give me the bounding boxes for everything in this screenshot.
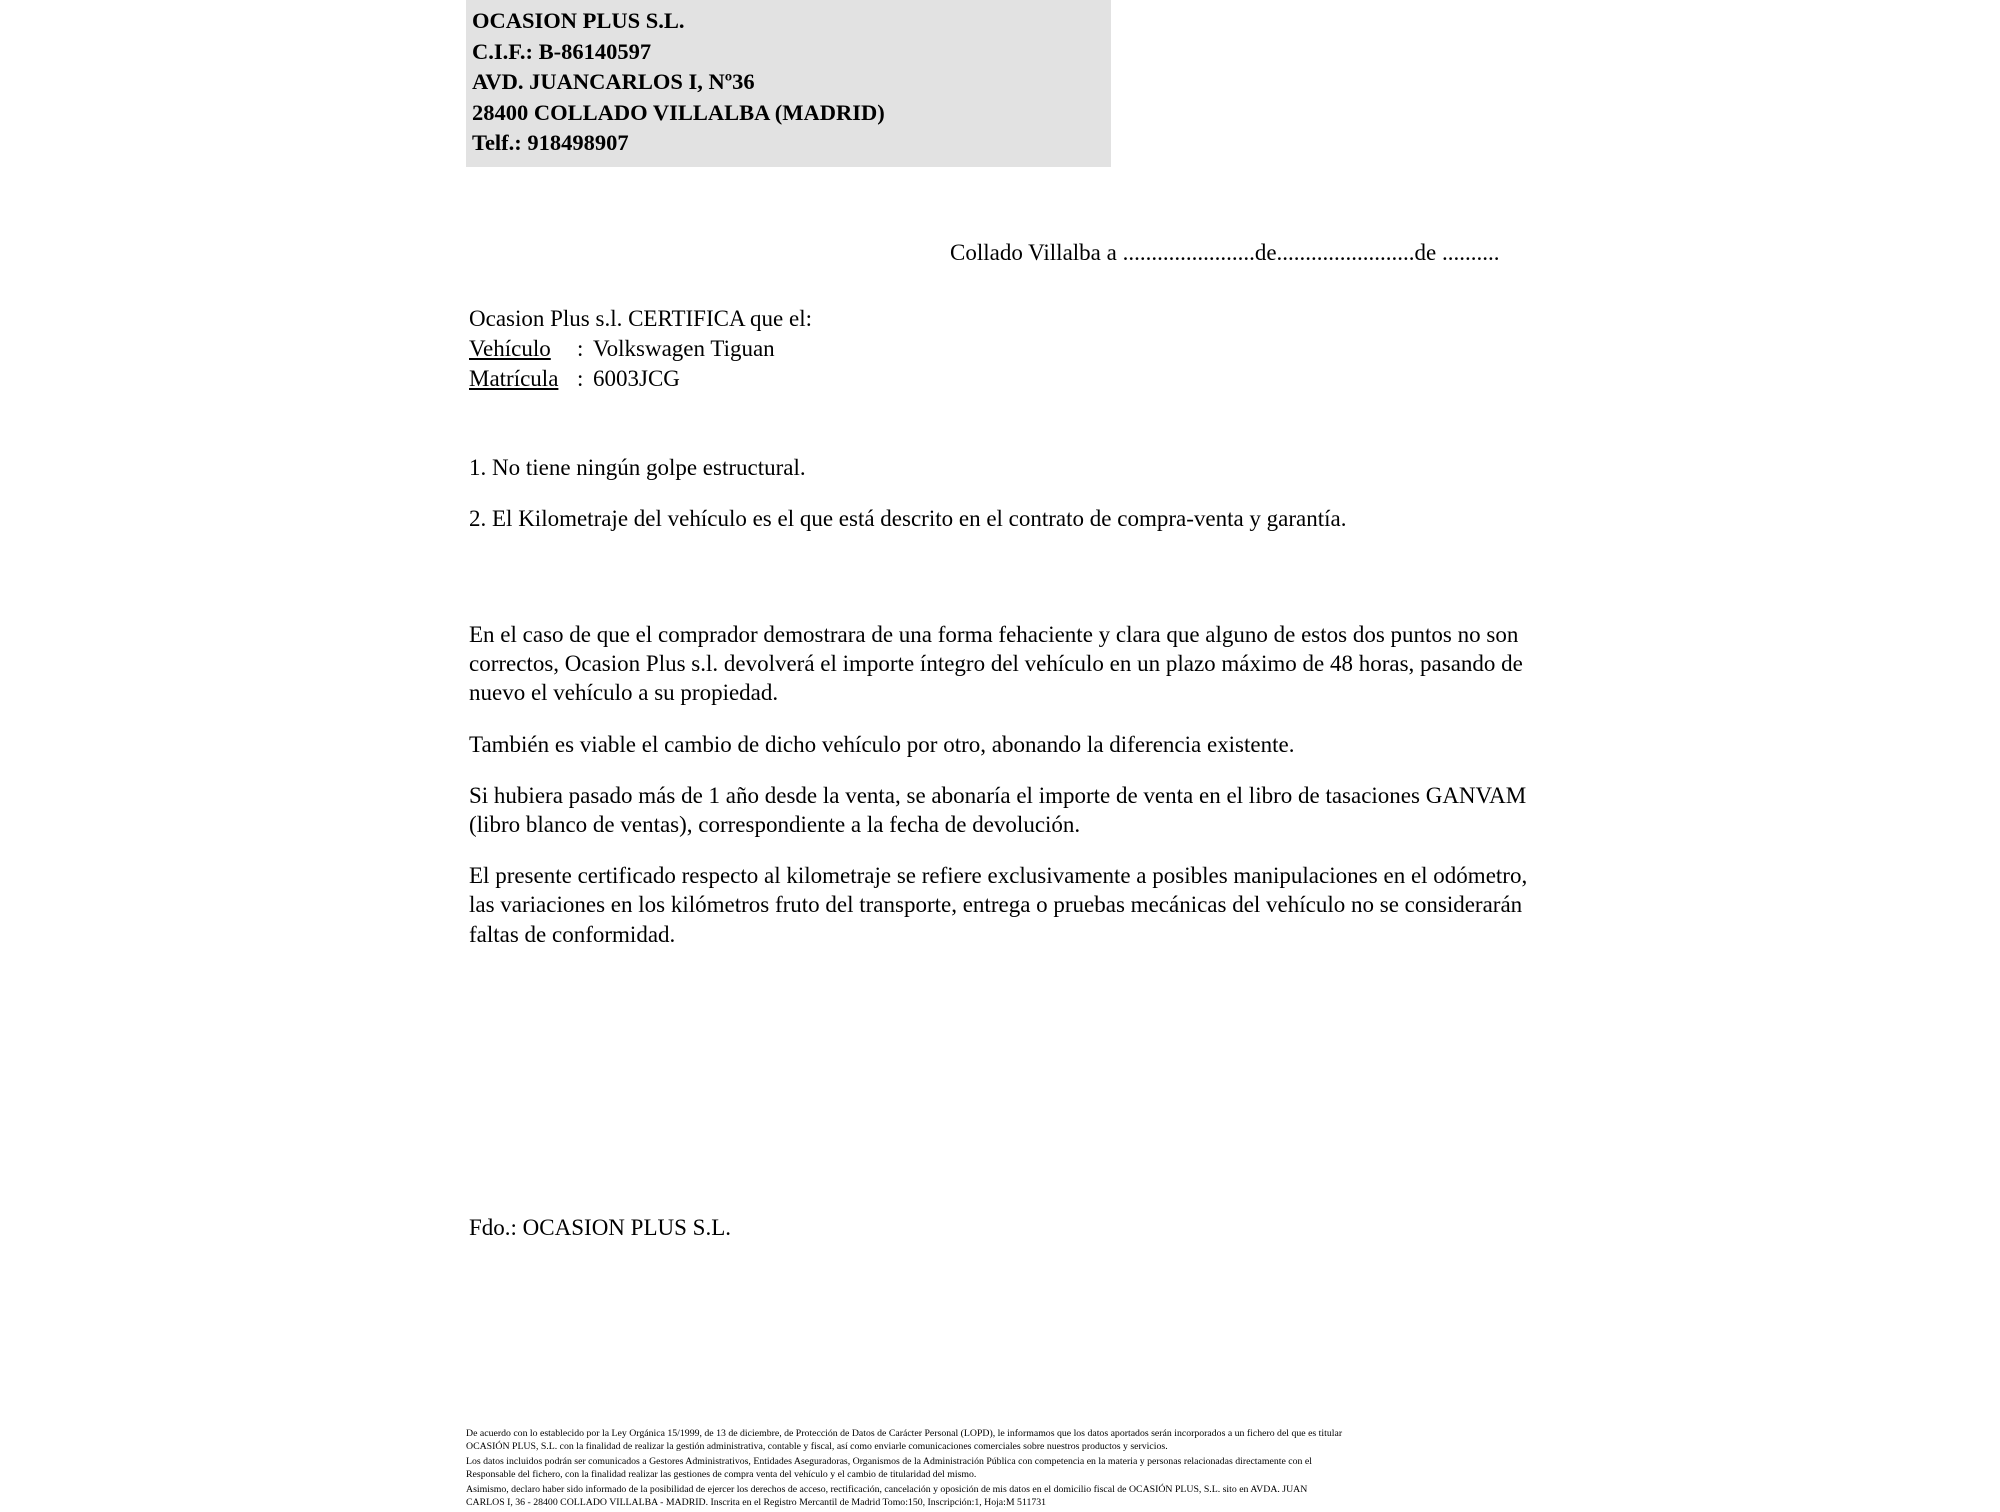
letterhead-phone: Telf.: 918498907 <box>472 130 629 156</box>
paragraph-exchange-option: También es viable el cambio de dicho vehículo por otro, abonando la diferencia existente. <box>469 731 1295 757</box>
plate-value: 6003JCG <box>593 366 680 392</box>
letterhead-address: AVD. JUANCARLOS I, Nº36 <box>472 69 755 95</box>
legal-line: OCASIÓN PLUS, S.L. con la finalidad de realizar la gestión administrativa, contable y fiscal, así como enviarle comunicaciones comerciales sobre nuestros productos y servicios. <box>466 1440 1168 1452</box>
signature-line: Fdo.: OCASION PLUS S.L. <box>469 1215 731 1240</box>
legal-block-rights <box>466 1484 1556 1509</box>
legal-line: Responsable del fichero, con la finalidad realizar las gestiones de compra venta del vehículo y el cambio de titularidad del mismo. <box>466 1468 977 1480</box>
vehicle-row <box>469 335 812 362</box>
legal-line: CARLOS I, 36 - 28400 COLLADO VILLALBA - MADRID. Inscrita en el Registro Mercantil de Madrid Tomo:150, Inscripción:1, Hoja:M 511731 <box>466 1496 1047 1508</box>
paragraph-odometer-scope: El presente certificado respecto al kilometraje se refiere exclusivamente a posibles manipulaciones en el odómetro, las variaciones en los kilómetros fruto del transporte, entrega o pruebas mecánicas del vehículo no se considerarán faltas de conformidad. <box>469 863 1528 947</box>
plate-row <box>469 365 812 392</box>
body-paragraphs <box>469 620 1537 971</box>
legal-block-data-sharing <box>466 1456 1556 1481</box>
plate-label: Matrícula <box>469 366 559 392</box>
legal-line: Los datos incluidos podrán ser comunicados a Gestores Administrativos, Entidades Aseguradoras, Organismos de la Administración Pública con competencia en la materia y personas relacionadas directamente con el <box>466 1456 1312 1468</box>
letterhead-city: 28400 COLLADO VILLALBA (MADRID) <box>472 99 885 125</box>
certification-block <box>469 305 812 392</box>
certification-heading: Ocasion Plus s.l. CERTIFICA que el: <box>469 306 812 331</box>
plate-separator: : <box>577 366 584 392</box>
legal-block-lopd <box>466 1428 1556 1453</box>
paragraph-refund-conditions: En el caso de que el comprador demostrara de una forma fehaciente y clara que alguno de estos dos puntos no son correctos, Ocasion Plus s.l. devolverá el importe íntegro del vehículo en un plazo máximo de 48 horas, pasando de nuevo el vehículo a su propiedad. <box>469 622 1523 706</box>
legal-line: De acuerdo con lo establecido por la Ley Orgánica 15/1999, de 13 de diciembre, de Protección de Datos de Carácter Personal (LOPD), le informamos que los datos aportados serán incorporados a un fichero del que es titular <box>466 1428 1343 1439</box>
point-item: 1. No tiene ningún golpe estructural. <box>469 455 806 480</box>
vehicle-value: Volkswagen Tiguan <box>593 336 775 362</box>
legal-line: Asimismo, declaro haber sido informado de la posibilidad de ejercer los derechos de acceso, rectificación, cancelación y oposición de mis datos en el domicilio fiscal de OCASIÓN PLUS, S.L. sito en AVDA. JUAN <box>466 1484 1308 1496</box>
point-item: 2. El Kilometraje del vehículo es el que está descrito en el contrato de compra-venta y garantía. <box>469 506 1347 531</box>
letterhead-company-name: OCASION PLUS S.L. <box>472 8 685 33</box>
date-line: Collado Villalba a .......................de........................de .......... <box>950 240 1500 265</box>
vehicle-label: Vehículo <box>469 336 551 362</box>
paragraph-one-year-clause: Si hubiera pasado más de 1 año desde la venta, se abonaría el importe de venta en el libro de tasaciones GANVAM (libro blanco de ventas), correspondiente a la fecha de devolución. <box>469 782 1527 838</box>
letterhead-cif: C.I.F.: B-86140597 <box>472 38 652 64</box>
vehicle-separator: : <box>577 336 584 362</box>
legal-footer <box>466 1428 1556 1512</box>
points-list <box>469 455 1346 557</box>
letterhead-block <box>466 0 1111 167</box>
